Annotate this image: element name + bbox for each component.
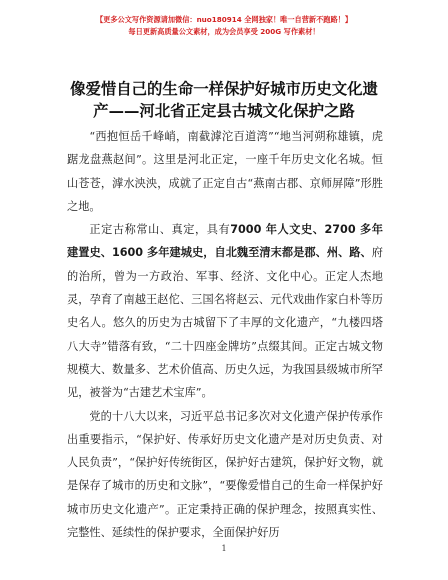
paragraph-2-rest: 府的治所，曾为一方政治、军事、经济、文化中心。正定人杰地灵，孕育了南越王赵佗、三国名将赵云、元代戏曲作家白朴等历史名人。悠久的历史为古城留下了丰厚的文化遗产，“九楼四塔八大寺”错落有致，“二十四座金牌坊”点缀其间。正定古城文物规模大、数量多、艺术价值高、历史久远，为我国县级城市所罕见，被誉为“古建艺术宝库”。 [67,246,383,400]
document-title [50,78,398,122]
paragraph-1: “西抱恒岳千峰峭，南截滹沱百道湾”“地当河朔称雄镇，虎踞龙盘燕赵间”。这里是河北正定，一座千年历史文化名城。恒山苍苍，滹水泱泱，成就了正定自古“燕南古郡、京师屏障”形胜之地。 [67,130,383,213]
page-number: 1 [221,544,227,553]
paragraph-2-bold-facts: 7000 年人文史、2700 多年建置史、1600 多年建城史，自北魏至清末都是郡、州、路、 [67,223,383,260]
document-title-line-2: 产——河北省正定县古城文化保护之路 [93,102,355,120]
promo-banner-line-1: 【更多公文写作资源请加微信：nuo180914 全网独家！唯一自营新不跑路！】 [95,15,353,24]
paragraph-3: 党的十八大以来，习近平总书记多次对文化遗产保护传承作出重要指示，“保护好、传承好历史文化遗产是对历史负责、对人民负责”，“保护好传统街区，保护好古建筑，保护好文物，就是保存了城市的历史和文脉”，“要像爱惜自己的生命一样保护好城市历史文化遗产”。正定秉持正确的保护理念，按照真实性、完整性、延续性的保护要求，全面保护好历 [67,409,383,540]
document-body [67,125,383,544]
promo-banner-line-2: 每日更新高质量公文素材，成为会员享受 200G 写作素材！ [128,27,320,36]
promo-banner [0,14,448,38]
paragraph-2 [67,218,383,404]
document-title-line-1: 像爱惜自己的生命一样保护好城市历史文化遗 [70,80,378,98]
paragraph-2-intro: 正定古称常山、真定，具有 [89,223,231,237]
